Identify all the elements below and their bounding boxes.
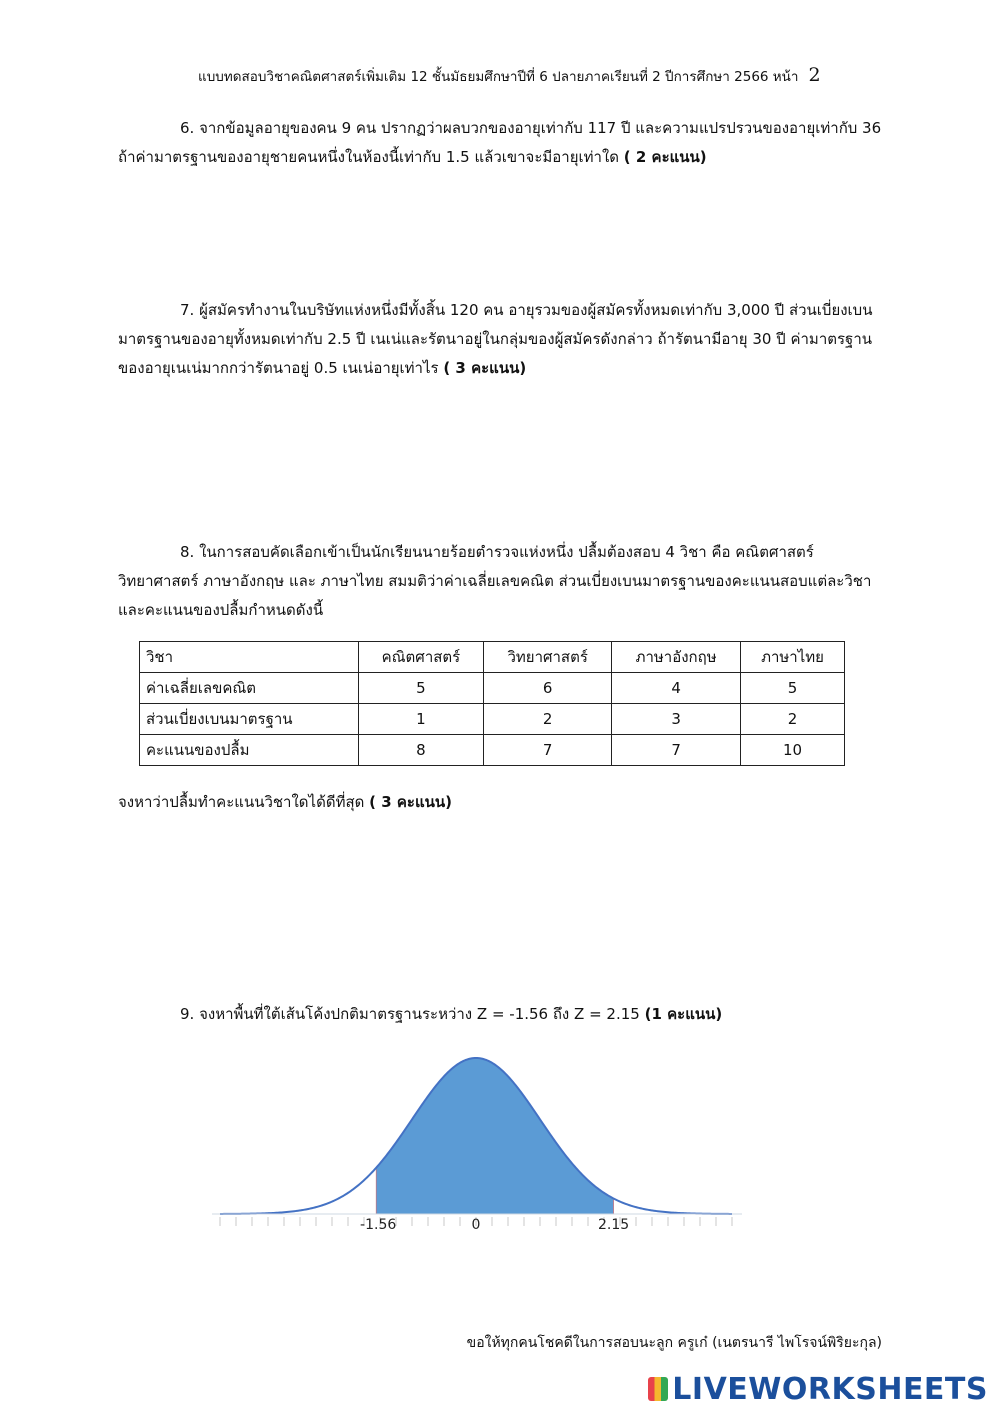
table-cell: 2 — [741, 704, 845, 735]
question-8-text: 8. ในการสอบคัดเลือกเข้าเป็นนักเรียนนายร้อยตำรวจแห่งหนึ่ง ปลื้มต้องสอบ 4 วิชา คือ คณิตศาสตร์ วิทยาศาสตร์ ภาษาอังกฤษ และ ภาษาไทย สมมติว่าค่าเฉลี่ยเลขคณิต ส่วนเบี่ยงเบนมาตรฐานของคะแนนสอบแต่ละวิชา และคะแนนของปลื้มกำหนดดังนี้ — [118, 543, 872, 619]
table-cell: 4 — [612, 673, 741, 704]
question-8-ask-text: จงหาว่าปลื้มทำคะแนนวิชาใดได้ดีที่สุด — [118, 793, 365, 811]
shaded-area — [376, 1058, 613, 1214]
score-table — [139, 641, 845, 766]
question-6-text: 6. จากข้อมูลอายุของคน 9 คน ปรากฏว่าผลบวกของอายุเท่ากับ 117 ปี และความแปรปรวนของอายุเท่ากับ 36 ถ้าค่ามาตรฐานของอายุชายคนหนึ่งในห้องนี้เท่ากับ 1.5 แล้วเขาจะมีอายุเท่าใด — [118, 119, 882, 166]
table-cell: ค่าเฉลี่ยเลขคณิต — [140, 673, 359, 704]
table-header-row — [140, 642, 845, 673]
question-8-points: ( 3 คะแนน) — [369, 793, 452, 811]
z-label-zero: 0 — [471, 1217, 481, 1233]
brand-text: LIVEWORKSHEETS — [672, 1372, 988, 1407]
table-cell: 5 — [358, 673, 484, 704]
z-label-lower: -1.56 — [360, 1217, 397, 1233]
question-9-points: (1 คะแนน) — [644, 1005, 723, 1023]
question-7-text: 7. ผู้สมัครทำงานในบริษัทแห่งหนึ่งมีทั้งสิ้น 120 คน อายุรวมของผู้สมัครทั้งหมดเท่ากับ 3,000 ปี ส่วนเบี่ยงเบนมาตรฐานของอายุทั้งหมดเท่ากับ 2.5 ปี เนเน่และรัตนาอยู่ในกลุ่มของผู้สมัครดังกล่าว ถ้ารัตนามีอายุ 30 ปี ค่ามาตรฐานของอายุเนเน่มากกว่ารัตนาอยู่ 0.5 เนเน่อายุเท่าไร — [118, 301, 873, 377]
table-header-cell: ภาษาอังกฤษ — [612, 642, 741, 673]
table-cell: 1 — [358, 704, 484, 735]
normal-curve-chart — [212, 1050, 742, 1240]
question-7 — [118, 296, 888, 383]
table-cell: 2 — [484, 704, 612, 735]
table-cell: 3 — [612, 704, 741, 735]
table-cell: 7 — [612, 735, 741, 766]
header-title: แบบทดสอบวิชาคณิตศาสตร์เพิ่มเติม 12 ชั้นมัธยมศึกษาปีที่ 6 ปลายภาคเรียนที่ 2 ปีการศึกษา 2566 หน้า — [198, 69, 799, 85]
question-6 — [118, 114, 888, 172]
question-6-points: ( 2 คะแนน) — [623, 148, 707, 166]
table-cell: คะแนนของปลื้ม — [140, 735, 359, 766]
table-cell: 6 — [484, 673, 612, 704]
table-cell: ส่วนเบี่ยงเบนมาตรฐาน — [140, 704, 359, 735]
brand-logo — [648, 1372, 988, 1407]
table-cell: 8 — [358, 735, 484, 766]
table-header-cell: วิทยาศาสตร์ — [484, 642, 612, 673]
table-cell: 7 — [484, 735, 612, 766]
question-8 — [118, 538, 888, 625]
question-7-points: ( 3 คะแนน) — [443, 359, 527, 377]
page-number: 2 — [808, 64, 821, 86]
table-row — [140, 704, 845, 735]
question-8-ask — [118, 790, 452, 814]
table-header-cell: วิชา — [140, 642, 359, 673]
logo-icon — [648, 1377, 668, 1401]
z-label-upper: 2.15 — [598, 1217, 630, 1233]
table-cell: 10 — [741, 735, 845, 766]
page-header — [198, 64, 821, 87]
table-cell: 5 — [741, 673, 845, 704]
question-9-text: 9. จงหาพื้นที่ใต้เส้นโค้งปกติมาตรฐานระหว่าง Z = -1.56 ถึง Z = 2.15 — [180, 1005, 640, 1023]
table-header-cell: ภาษาไทย — [741, 642, 845, 673]
table-row — [140, 673, 845, 704]
table-row — [140, 735, 845, 766]
table-header-cell: คณิตศาสตร์ — [358, 642, 484, 673]
question-9 — [180, 1002, 722, 1026]
footer-note: ขอให้ทุกคนโชคดีในการสอบนะลูก ครูเก๋ (เนตรนารี ไพโรจน์พิริยะกุล) — [466, 1335, 882, 1351]
